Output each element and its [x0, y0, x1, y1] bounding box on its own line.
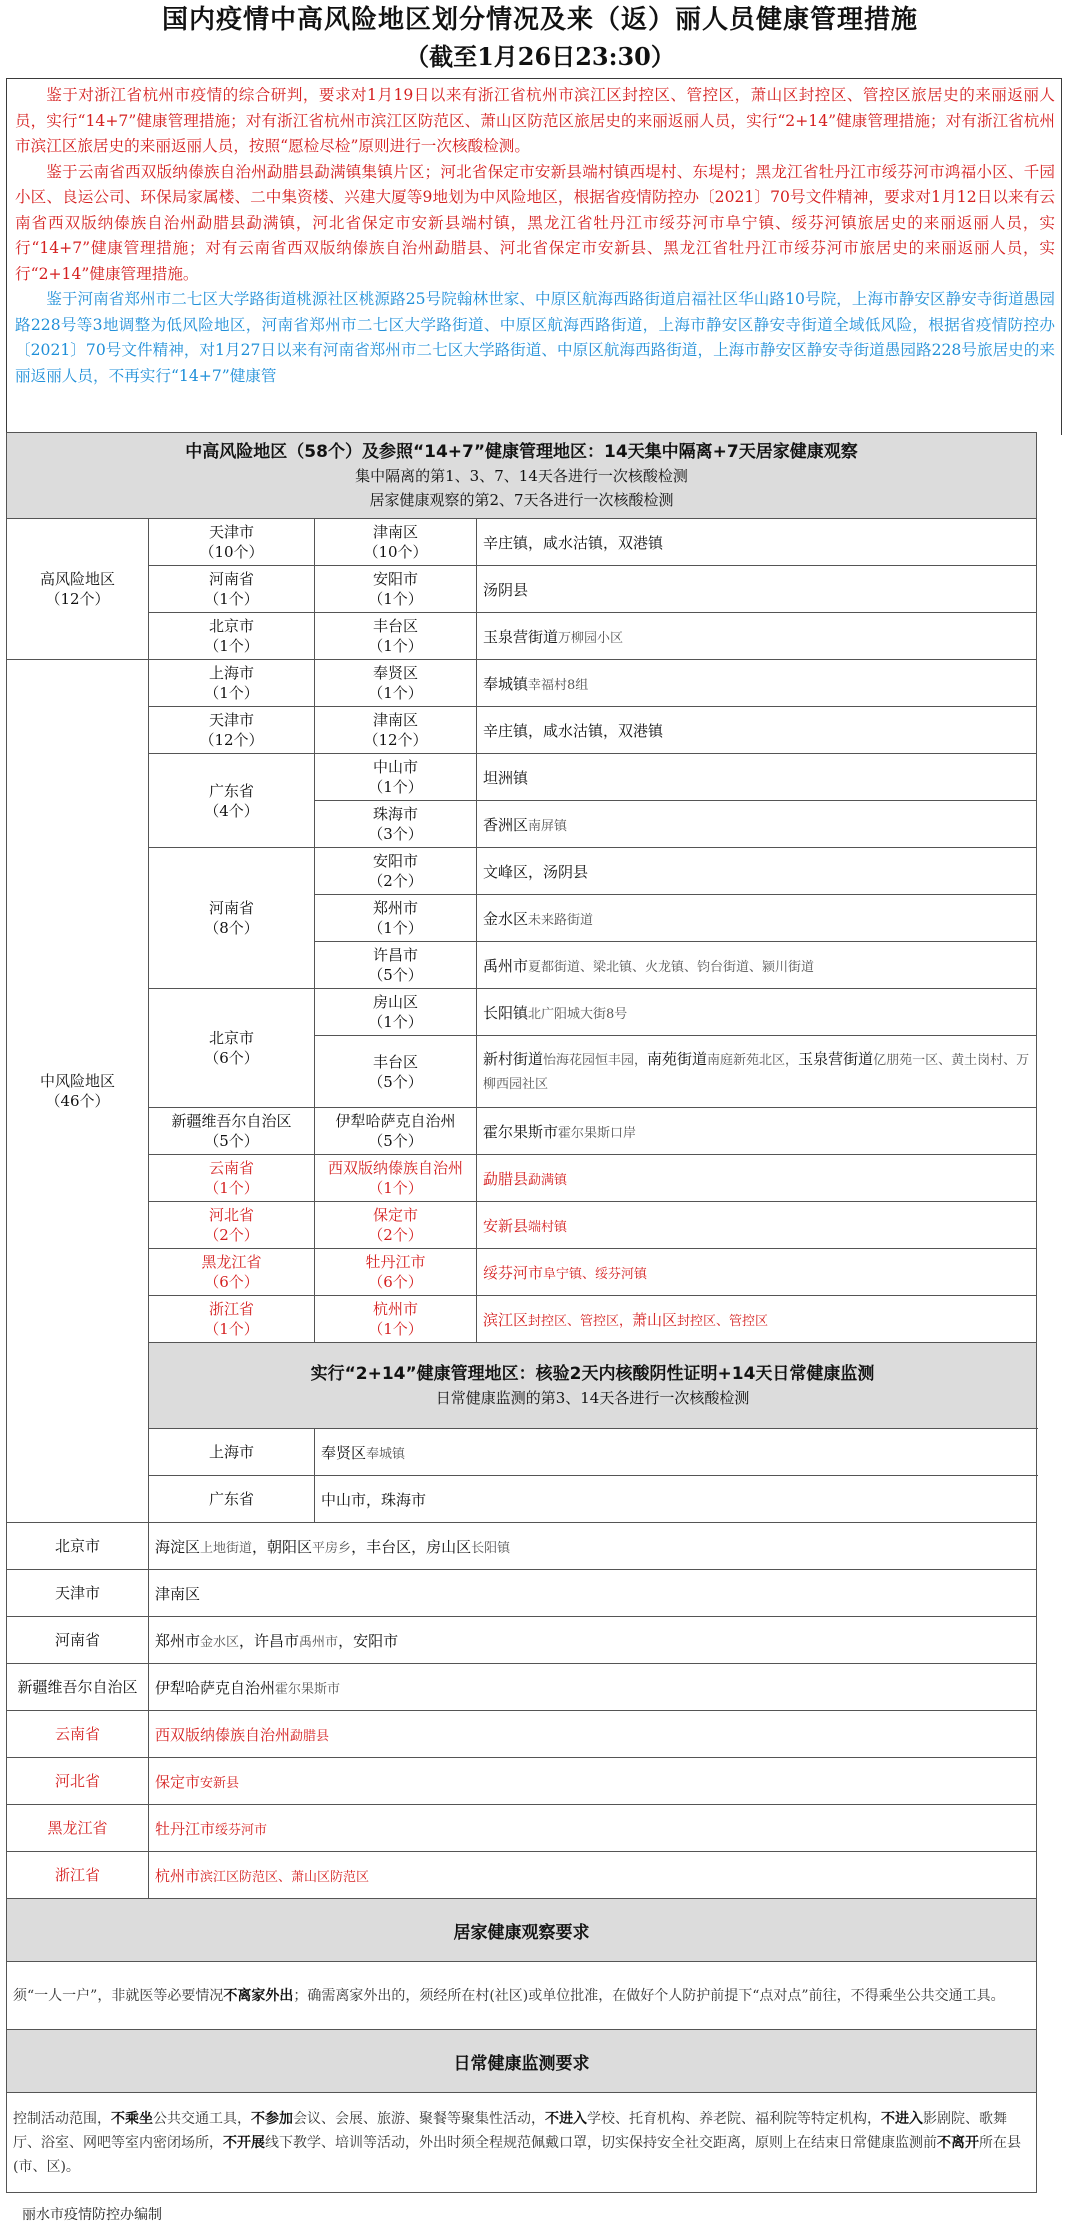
city-cell [315, 1202, 477, 1249]
province-name: 浙江省 [54, 1866, 100, 1884]
high-risk-name: 高风险地区 [39, 570, 115, 588]
section-header-title: 实行“2+14”健康管理地区：核验2天内核酸阴性证明+14天日常健康监测 [310, 1363, 875, 1384]
city-count: （1个） [368, 919, 423, 937]
province-cell [7, 1852, 149, 1899]
area-name: 杭州市 [155, 1866, 201, 1885]
province-cell [149, 519, 315, 566]
town-cell [477, 660, 1037, 707]
area-name: ，丰台区，房山区 [351, 1537, 472, 1556]
province-count: （1个） [204, 1179, 259, 1197]
province-cell [149, 566, 315, 613]
table-row [7, 1758, 1037, 1805]
body-text: 会议、会展、旅游、聚餐等聚集性活动， [293, 2110, 545, 2127]
town-detail: 端村镇 [528, 1219, 568, 1235]
table-row [7, 1155, 1037, 1202]
town-detail: 夏都街道、梁北镇、火龙镇、钧台街道、颍川街道 [528, 959, 815, 975]
high-risk-count: （12个） [45, 590, 110, 608]
city-count: （1个） [368, 637, 423, 655]
city-count: （10个） [363, 543, 428, 561]
table-row [7, 1570, 1037, 1617]
daily-monitoring-header [7, 2030, 1037, 2093]
province-name: 黑龙江省 [47, 1819, 108, 1837]
area-detail: 金水区 [200, 1634, 240, 1650]
body-text: 须“一人一户”，非就医等必要情况 [13, 1987, 224, 2004]
province-name: 广东省 [208, 781, 254, 800]
town-detail: 未来路街道 [528, 912, 594, 928]
province-name: 河南省 [54, 1631, 100, 1649]
city-name: 杭州市 [372, 1300, 418, 1318]
home-observation-body [7, 1962, 1037, 2030]
province-count: （5个） [204, 1132, 259, 1150]
city-count: （1个） [368, 590, 423, 608]
city-count: （5个） [368, 1072, 423, 1091]
high-risk-label-cell [7, 519, 149, 660]
table-row [7, 1711, 1037, 1758]
town-cell [477, 1249, 1037, 1296]
table-row [7, 1343, 1037, 1429]
mid-risk-count: （46个） [45, 1092, 110, 1110]
area-detail: 禹州市 [299, 1634, 339, 1650]
table-row [7, 613, 1037, 660]
page-title: 国内疫情中高风险地区划分情况及来（返）丽人员健康管理措施 [161, 5, 918, 35]
province-name: 河南省 [208, 899, 254, 917]
notice-paragraph-hangzhou: 鉴于对浙江省杭州市疫情的综合研判，要求对1月19日以来有浙江省杭州市滨江区封控区、管控区，萧山区封控区、管控区旅居史的来丽返丽人员，实行“14+7”健康管理措施；对有浙江省杭州市滨江区防范区、萧山区防范区旅居史的来丽返丽人员，实行“2+14”健康管理措施；对有浙江省杭州市滨江区旅居史的来丽返丽人员，按照“愿检尽检”原则进行一次核酸检测。 [15, 86, 1055, 155]
home-observation-header [7, 1899, 1037, 1962]
table-row [7, 660, 1037, 707]
city-name: 牡丹江市 [365, 1253, 426, 1271]
area-cell [149, 1711, 1037, 1758]
town-cell [477, 989, 1037, 1036]
town-detail: 万柳园小区 [558, 630, 624, 646]
province-cell [7, 1758, 149, 1805]
area-name: 奉贤区 [321, 1443, 367, 1462]
town-name: 霍尔果斯市 [483, 1122, 559, 1141]
area-cell [149, 1805, 1037, 1852]
town-cell [477, 707, 1037, 754]
city-name: 丰台区 [372, 1052, 418, 1071]
province-count: （8个） [204, 919, 259, 937]
province-name: 广东省 [208, 1490, 254, 1508]
city-cell [315, 1108, 477, 1155]
city-count: （1个） [368, 684, 423, 702]
table-row [7, 1852, 1037, 1899]
city-cell [315, 1036, 477, 1108]
area-name: ，安阳市 [338, 1631, 399, 1650]
table-row [7, 433, 1037, 519]
section-header-line: 集中隔离的第1、3、7、14天各进行一次核酸检测 [355, 466, 688, 485]
city-name: 津南区 [372, 711, 418, 729]
city-cell [315, 519, 477, 566]
town-detail: 幸福村8组 [528, 677, 589, 693]
town-detail: 南庭新苑北区， [707, 1052, 799, 1068]
province-count: （6个） [204, 1049, 259, 1067]
province-cell [149, 613, 315, 660]
notice-paragraph-low-risk: 鉴于河南省郑州市二七区大学路街道桃源社区桃源路25号院翰林世家、中原区航海西路街道启福社区华山路10号院，上海市静安区静安寺街道愚园路228号等3地调整为低风险地区，河南省郑州市二七区大学路街道、中原区航海西路街道，上海市静安区静安寺街道全域低风险，根据省疫情防控办〔2021〕70号文件精神，对1月27日以来有河南省郑州市二七区大学路街道、中原区航海西路街道，上海市静安区静安寺街道愚园路228号旅居史的来丽返丽人员，不再实行“14+7”健康管 [15, 290, 1055, 385]
city-name: 中山市 [372, 758, 418, 776]
province-name: 河北省 [208, 1206, 254, 1224]
city-count: （2个） [368, 1226, 423, 1244]
table-row [7, 1962, 1037, 2030]
body-text: 学校、托育机构、养老院、福利院等特定机构， [587, 2110, 881, 2127]
province-name: 天津市 [208, 711, 254, 729]
city-count: （2个） [368, 872, 423, 890]
footer-credit: 丽水市疫情防控办编制 [22, 2207, 162, 2223]
city-cell [315, 989, 477, 1036]
province-count: （1个） [204, 684, 259, 702]
area-detail: 平房乡 [312, 1540, 352, 1556]
area-name: ，朝阳区 [252, 1537, 313, 1556]
province-cell [7, 1711, 149, 1758]
province-cell [7, 1805, 149, 1852]
area-detail: 滨江区防范区、萧山区防范区 [200, 1869, 370, 1885]
table-row [7, 566, 1037, 613]
section-header-line: 日常健康监测的第3、14天各进行一次核酸检测 [435, 1388, 750, 1407]
city-name: 安阳市 [372, 570, 418, 588]
city-cell [315, 566, 477, 613]
city-cell [315, 660, 477, 707]
city-cell [315, 1296, 477, 1343]
province-name: 北京市 [208, 617, 254, 635]
town-detail: 霍尔果斯口岸 [558, 1125, 637, 1141]
town-name: 滨江区 [483, 1310, 529, 1329]
province-cell [149, 1476, 315, 1523]
city-cell [315, 895, 477, 942]
town-name: 南苑街道 [647, 1049, 708, 1068]
area-name: 海淀区 [155, 1537, 201, 1556]
province-count: （6个） [204, 1273, 259, 1291]
town-cell [477, 848, 1037, 895]
town-name: 辛庄镇，咸水沽镇，双港镇 [483, 721, 664, 740]
city-name: 许昌市 [372, 946, 418, 964]
town-name: 金水区 [483, 909, 529, 928]
section-header-14-7 [7, 433, 1037, 519]
city-name: 保定市 [372, 1206, 418, 1224]
town-name: 禹州市 [483, 956, 529, 975]
province-cell [149, 1202, 315, 1249]
province-name: 天津市 [54, 1584, 100, 1602]
province-name: 北京市 [208, 1029, 254, 1047]
emphasis-text: 不开展 [223, 2134, 265, 2151]
emphasis-text: 不进入 [545, 2110, 587, 2127]
area-cell [315, 1476, 1037, 1523]
province-count: （1个） [204, 590, 259, 608]
table-row [7, 707, 1037, 754]
area-name: 郑州市 [155, 1631, 201, 1650]
town-detail: 怡海花园恒丰园， [543, 1052, 648, 1068]
area-detail: 勐腊县 [290, 1728, 330, 1744]
town-name: 文峰区，汤阴县 [483, 862, 589, 881]
city-name: 伊犁哈萨克自治州 [335, 1112, 456, 1130]
town-cell [477, 1296, 1037, 1343]
town-cell [477, 801, 1037, 848]
city-cell [315, 707, 477, 754]
area-detail: 绥芬河市 [215, 1822, 268, 1838]
table-row [7, 989, 1037, 1036]
area-cell [149, 1523, 1037, 1570]
emphasis-text: 不乘坐 [111, 2110, 153, 2127]
town-name: 玉泉营街道 [798, 1049, 874, 1068]
area-name: 中山市，珠海市 [321, 1490, 427, 1509]
province-count: （12个） [199, 731, 264, 749]
town-name: 汤阴县 [483, 580, 529, 599]
area-cell [315, 1429, 1037, 1476]
home-observation-title: 居家健康观察要求 [453, 1922, 590, 1943]
city-name: 珠海市 [372, 805, 418, 823]
area-name: 津南区 [155, 1584, 201, 1603]
province-cell [149, 1429, 315, 1476]
town-cell [477, 1155, 1037, 1202]
city-cell [315, 754, 477, 801]
table-row [7, 848, 1037, 895]
table-row [7, 2093, 1037, 2193]
province-count: （2个） [204, 1226, 259, 1244]
area-detail: 长阳镇 [471, 1540, 511, 1556]
town-cell [477, 754, 1037, 801]
body-text: ；确需离家外出的，须经所在村(社区)或单位批准，在做好个人防护前提下“点对点”前往，不得乘坐公共交通工具。 [293, 1987, 1005, 2004]
province-cell [149, 660, 315, 707]
province-count: （10个） [199, 543, 264, 561]
city-cell [315, 1155, 477, 1202]
area-detail: 安新县 [200, 1775, 240, 1791]
notice-box [6, 78, 1062, 435]
table-row [7, 1899, 1037, 1962]
body-text: 影剧院、歌舞厅、浴室、网吧等室内密闭场所， [13, 2110, 1007, 2151]
area-name: ，许昌市 [239, 1631, 300, 1650]
town-detail: 勐满镇 [528, 1172, 568, 1188]
area-name: 保定市 [155, 1772, 201, 1791]
table-row [7, 1476, 1037, 1523]
area-detail: 上地街道 [200, 1540, 253, 1556]
city-name: 津南区 [372, 523, 418, 541]
risk-table [6, 432, 1037, 2193]
province-name: 黑龙江省 [201, 1253, 262, 1271]
province-cell [7, 1523, 149, 1570]
table-row [7, 2030, 1037, 2093]
city-name: 安阳市 [372, 852, 418, 870]
town-detail: 北广阳城大街8号 [528, 1006, 628, 1022]
table-row [7, 1617, 1037, 1664]
area-cell [149, 1664, 1037, 1711]
province-cell [149, 1108, 315, 1155]
province-name: 云南省 [54, 1725, 100, 1743]
table-row [7, 1249, 1037, 1296]
body-text: 公共交通工具， [153, 2110, 251, 2127]
city-cell [315, 613, 477, 660]
town-detail: 南屏镇 [528, 818, 568, 834]
city-cell [315, 801, 477, 848]
notice-paragraph-mid-risk: 鉴于云南省西双版纳傣族自治州勐腊县勐满镇集镇片区；河北省保定市安新县端村镇西堤村、东堤村；黑龙江省牡丹江市绥芬河市鸿福小区、千园小区、良运公司、环保局家属楼、二中集资楼、兴建大厦等9地划为中风险地区，根据省疫情防控办〔2021〕70号文件精神，要求对1月12日以来有云南省西双版纳傣族自治州勐腊县勐满镇，河北省保定市安新县端村镇，黑龙江省牡丹江市绥芬河市阜宁镇、绥芬河镇旅居史的来丽返丽人员，实行“14+7”健康管理措施；对有云南省西双版纳傣族自治州勐腊县、河北省保定市安新县、黑龙江省牡丹江市绥芬河市旅居史的来丽返丽人员，实行“2+14”健康管理措施。 [15, 162, 1055, 283]
city-count: （5个） [368, 1132, 423, 1150]
city-count: （1个） [368, 1179, 423, 1197]
table-row [7, 1296, 1037, 1343]
province-name: 上海市 [208, 664, 254, 682]
province-name: 新疆维吾尔自治区 [17, 1678, 138, 1696]
city-count: （12个） [363, 731, 428, 749]
province-name: 上海市 [208, 1443, 254, 1461]
province-count: （1个） [204, 637, 259, 655]
table-row [7, 1523, 1037, 1570]
body-text: 控制活动范围， [13, 2110, 111, 2127]
province-name: 河北省 [54, 1772, 100, 1790]
province-cell [149, 989, 315, 1108]
body-text: 所在县(市、区)。 [13, 2134, 1021, 2175]
province-name: 新疆维吾尔自治区 [171, 1112, 292, 1130]
province-name: 天津市 [208, 523, 254, 541]
table-row [7, 1429, 1037, 1476]
table-row [7, 1202, 1037, 1249]
city-count: （3个） [368, 825, 423, 843]
area-name: 伊犁哈萨克自治州 [155, 1678, 276, 1697]
province-cell [7, 1570, 149, 1617]
area-cell [149, 1570, 1037, 1617]
emphasis-text: 不离家外出 [223, 1987, 294, 2004]
emphasis-text: 不参加 [251, 2110, 293, 2127]
city-name: 房山区 [372, 993, 418, 1011]
section-header-2-14 [149, 1343, 1037, 1429]
city-cell [315, 942, 477, 989]
province-cell [7, 1617, 149, 1664]
town-detail: 封控区、管控区， [528, 1313, 633, 1329]
town-detail: 阜宁镇、绥芬河镇 [543, 1266, 648, 1282]
province-name: 河南省 [208, 570, 254, 588]
city-count: （1个） [368, 1013, 423, 1031]
province-cell [149, 1155, 315, 1202]
city-count: （6个） [368, 1273, 423, 1291]
province-cell [149, 1296, 315, 1343]
table-row [7, 519, 1037, 566]
town-name-2: 萧山区 [632, 1310, 678, 1329]
city-name: 奉贤区 [372, 664, 418, 682]
town-cell [477, 566, 1037, 613]
area-name: 牡丹江市 [155, 1819, 216, 1838]
town-detail-2: 封控区、管控区 [677, 1313, 769, 1329]
area-detail: 奉城镇 [366, 1446, 406, 1462]
town-name: 坦洲镇 [483, 768, 529, 787]
city-name: 西双版纳傣族自治州 [327, 1159, 463, 1177]
province-cell [149, 707, 315, 754]
town-name: 香洲区 [483, 815, 529, 834]
table-row [7, 1664, 1037, 1711]
area-cell [149, 1852, 1037, 1899]
table-row [7, 1805, 1037, 1852]
section-header-line: 居家健康观察的第2、7天各进行一次核酸检测 [369, 490, 674, 509]
city-count: （1个） [368, 1320, 423, 1338]
town-cell [477, 613, 1037, 660]
town-name: 辛庄镇，咸水沽镇，双港镇 [483, 533, 664, 552]
city-name: 丰台区 [372, 617, 418, 635]
town-name: 勐腊县 [483, 1169, 529, 1188]
section-header-title: 中高风险地区（58个）及参照“14+7”健康管理地区：14天集中隔离+7天居家健康观察 [185, 441, 858, 462]
emphasis-text: 不进入 [881, 2110, 923, 2127]
town-cell [477, 942, 1037, 989]
town-cell [477, 519, 1037, 566]
area-detail: 霍尔果斯市 [275, 1681, 341, 1697]
area-name: 西双版纳傣族自治州 [155, 1725, 291, 1744]
province-name: 北京市 [54, 1537, 100, 1555]
area-cell [149, 1617, 1037, 1664]
province-count: （1个） [204, 1320, 259, 1338]
town-cell [477, 1036, 1037, 1108]
town-cell [477, 1108, 1037, 1155]
province-cell [149, 1249, 315, 1296]
town-cell [477, 1202, 1037, 1249]
town-name: 新村街道 [483, 1049, 544, 1068]
province-name: 浙江省 [208, 1300, 254, 1318]
town-detail: 亿朋苑一区、黄土岗村、万柳西园社区 [483, 1052, 1030, 1092]
town-name: 安新县 [483, 1216, 529, 1235]
town-cell [477, 895, 1037, 942]
mid-risk-label-cell [7, 660, 149, 1523]
town-name: 绥芬河市 [483, 1263, 544, 1282]
emphasis-text: 不离开 [937, 2134, 979, 2151]
town-name: 奉城镇 [483, 674, 529, 693]
province-cell [7, 1664, 149, 1711]
city-cell [315, 1249, 477, 1296]
province-cell [149, 754, 315, 848]
daily-monitoring-body [7, 2093, 1037, 2193]
table-row [7, 754, 1037, 801]
city-name: 郑州市 [372, 899, 418, 917]
city-count: （1个） [368, 778, 423, 796]
province-cell [149, 848, 315, 989]
city-cell [315, 848, 477, 895]
province-count: （4个） [204, 801, 259, 820]
mid-risk-name: 中风险地区 [39, 1072, 115, 1090]
town-name: 长阳镇 [483, 1003, 529, 1022]
daily-monitoring-title: 日常健康监测要求 [453, 2053, 590, 2074]
page-subtitle: （截至1月26日23:30） [405, 42, 675, 71]
table-row [7, 1108, 1037, 1155]
city-count: （5个） [368, 966, 423, 984]
town-name: 玉泉营街道 [483, 627, 559, 646]
province-name: 云南省 [208, 1159, 254, 1177]
area-cell [149, 1758, 1037, 1805]
body-text: 线下教学、培训等活动，外出时须全程规范佩戴口罩，切实保持安全社交距离，原则上在结束日常健康监测前 [265, 2134, 937, 2151]
